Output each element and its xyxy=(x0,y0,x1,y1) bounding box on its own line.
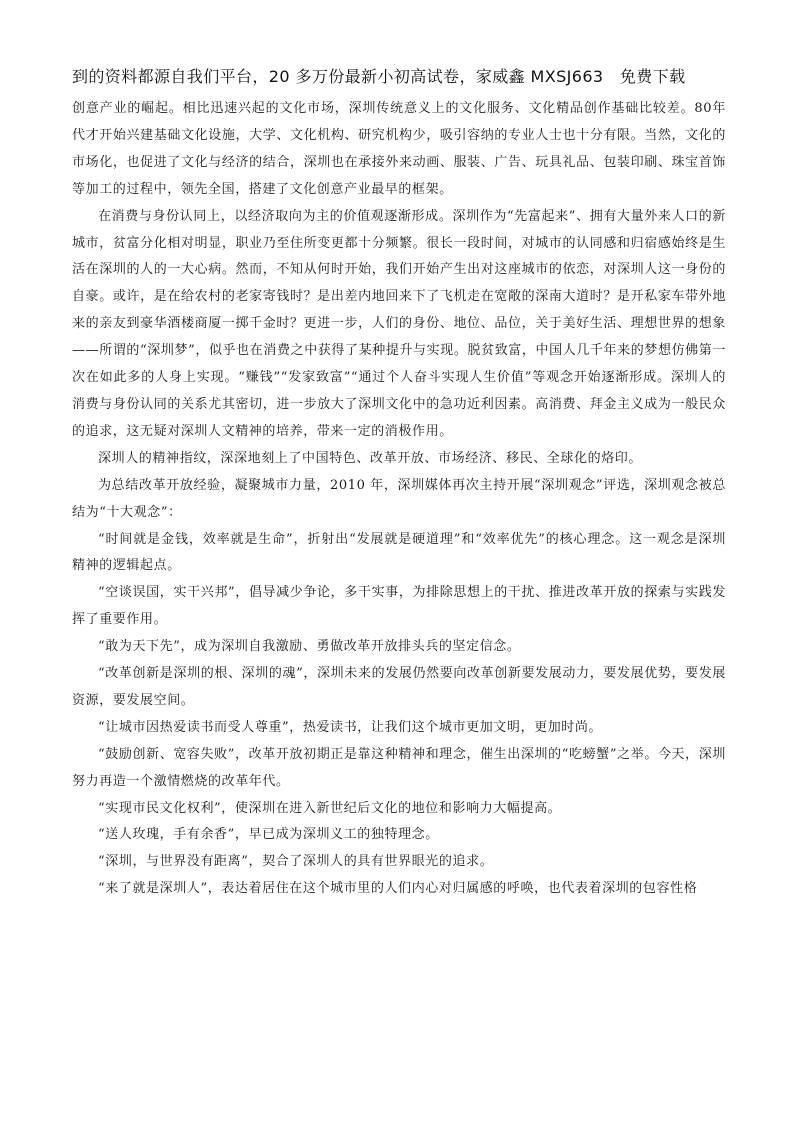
paragraph: 为总结改革开放经验，凝聚城市力量，2010 年，深圳媒体再次主持开展“深圳观念”评选，深圳观念被总结为“十大观念”： xyxy=(72,477,726,520)
promo-header-line: 到的资料都源自我们平台，20 多万份最新小初高试卷，家威鑫 MXSJ663 免费下载 xyxy=(72,67,686,86)
paragraph: 创意产业的崛起。相比迅速兴起的文化市场，深圳传统意义上的文化服务、文化精品创作基础比较差。80年代才开始兴建基础文化设施，大学、文化机构、研究机构少，吸引容纳的专业人士也十分有限。当然，文化的市场化，也促进了文化与经济的结合，深圳也在承接外来动画、服装、广告、玩具礼品、包装印刷、珠宝首饰等加工的过程中，领先全国，搭建了文化创意产业最早的框架。 xyxy=(72,101,726,197)
paragraph: “实现市民文化权利”，使深圳在进入新世纪后文化的地位和影响力大幅提高。 xyxy=(98,800,562,816)
paragraph: “改革创新是深圳的根、深圳的魂”，深圳未来的发展仍然要向改革创新要发展动力，要发展优势，要发展资源，要发展空间。 xyxy=(72,666,726,708)
paragraph: “深圳，与世界没有距离”，契合了深圳人的具有世界眼光的追求。 xyxy=(98,854,494,870)
paragraph: “时间就是金钱，效率就是生命”，折射出“发展就是硬道理”和“效率优先”的核心理念。这一观念是深圳精神的逻辑起点。 xyxy=(72,531,726,574)
article-body xyxy=(72,96,726,903)
paragraph: 在消费与身份认同上，以经济取向为主的价值观逐渐形成。深圳作为“先富起来”、拥有大量外来人口的新城市，贫富分化相对明显，职业乃至住所变更都十分频繁。很长一段时间，对城市的认同感和归宿感始终是生活在深圳的人的一大心病。然而，不知从何时开始，我们开始产生出对这座城市的依恋，对深圳人这一身份的自豪。或许，是在给农村的老家寄钱时？是出差内地回来下了飞机走在宽敞的深南大道时？是开私家车带外地来的亲友到豪华酒楼商厦一掷千金时？更进一步，人们的身份、地位、品位，关于美好生活、理想世界的想象——所谓的“深圳梦”，似乎也在消费之中获得了某种提升与实现。脱贫致富，中国人几千年来的梦想仿佛第一次在如此多的人身上实现。“赚钱”“发家致富”“通过个人奋斗实现人生价值”等观念开始逐渐形成。深圳人的消费与身份认同的关系尤其密切，进一步放大了深圳文化中的急功近利因素。高消费、拜金主义成为一般民众的追求，这无疑对深圳人文精神的培养，带来一定的消极作用。 xyxy=(72,208,726,439)
paragraph: “来了就是深圳人”，表达着居住在这个城市里的人们内心对归属感的呼唤，也代表着深圳的包容性格 xyxy=(98,881,698,897)
paragraph: “敢为天下先”，成为深圳自我激励、勇做改革开放排头兵的坚定信念。 xyxy=(98,639,521,655)
paragraph: “鼓励创新、宽容失败”，改革开放初期正是靠这种精神和理念，催生出深圳的“吃螃蟹”之举。今天，深圳努力再造一个激情燃烧的改革年代。 xyxy=(72,746,726,789)
paragraph: 深圳人的精神指纹，深深地刻上了中国特色、改革开放、市场经济、移民、全球化的烙印。 xyxy=(98,450,643,466)
paragraph: “让城市因热爱读书而受人尊重”，热爱读书，让我们这个城市更加文明，更加时尚。 xyxy=(98,719,603,735)
paragraph: “送人玫瑰，手有余香”，早已成为深圳义工的独特理念。 xyxy=(98,827,439,843)
paragraph: “空谈误国，实干兴邦”，倡导减少争论，多干实事，为排除思想上的干扰、推进改革开放的探索与实践发挥了重要作用。 xyxy=(72,585,726,628)
